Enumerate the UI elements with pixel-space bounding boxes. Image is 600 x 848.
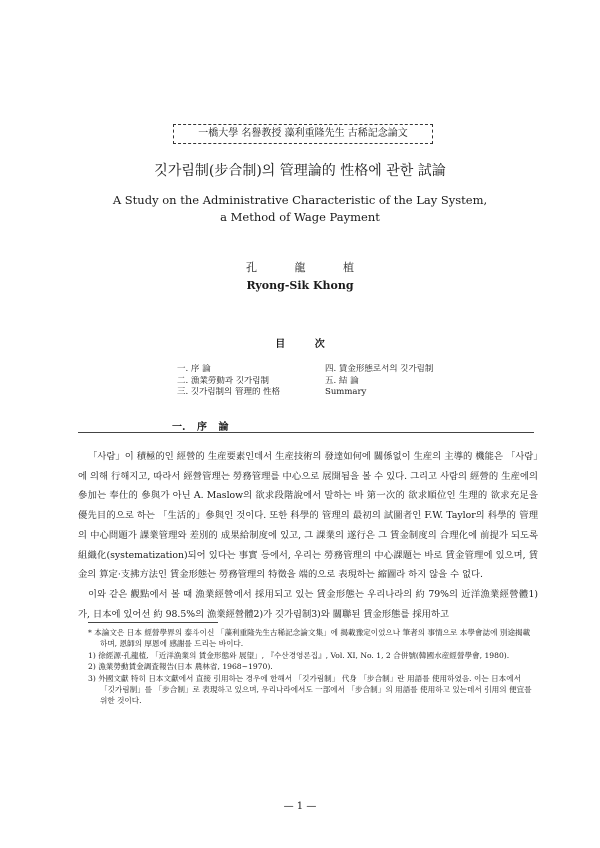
- footnotes: [88, 627, 532, 707]
- toc-item: Summary: [325, 387, 367, 397]
- footnote: 3) 外國文獻 特히 日本文獻에서 直接 引用하는 경우에 한해서 「깃가림制」 代身 「步合制」란 用語를 使用하였음. 이는 日本에서 「깃가림制」를 「步合制」로 表現하고 있으며, 우리나라에서도 一部에서 「步合制」의 用語를 使用하고 있는데서 引用의 便宜를 위한 것이다.: [88, 673, 532, 706]
- section-heading: 一. 序 論: [172, 422, 229, 433]
- korean-title: 깃가림制(步合制)의 管理論的 性格에 관한 試論: [154, 163, 446, 179]
- author-korean: 孔 龍 植: [246, 261, 354, 274]
- footnote: * 本論文은 日本 經營學界의 泰斗이신 「藻利重隆先生古稀記念論文集」에 揭載豫定이었으나 筆者의 事情으로 本學會誌에 別途揭載하며, 恩師의 厚恩에 感謝를 드리는 바이다.: [88, 628, 531, 649]
- body-paragraph: 「사람」이 積極的인 經營的 生産要素인데서 生産技術의 發達如何에 關係없이 生産의 主導的 機能은 「사람」에 의해 行해지고, 따라서 經營管理는 勞務管理를 中心으로 展開됨을 볼 수 있다. 그리고 사람의 經營的 生産에의 參加는 奉仕的 參與가 아닌 A. Maslow의 欲求段階說에서 말하는 바 第一次的 欲求順位인 生理的 欲求充足을 優先目的으로 하는 「生活的」參與인 것이다. 또한 科學的 管理의 最初의 試圖者인 F.W. Taylor의 科學的 管理의 中心問題가 課業管理와 差別的 成果給制度에 있고, 그 課業의 遂行은 그 賃金制度의 合理化에 前提가 되도록 組織化(systematization)되어 있다는 事實 등에서, 우리는 勞務管理의 中心課題는 바로 賃金管理에 있으며, 賃金의 算定·支拂方法인 賃金形態는 勞務管理의 特徵을 端的으로 表現하는 縮圖라 하지 않을 수 없다.: [78, 451, 538, 581]
- footnote-rule: [88, 622, 218, 623]
- footnote: 2) 漁業勞動賃金調査報告(日本 農林省, 1968~1970).: [88, 662, 273, 672]
- english-title-line1: A Study on the Administrative Characteristic of the Lay System,: [112, 193, 488, 207]
- english-title: [0, 192, 600, 226]
- toc-item: 一. 序 論: [177, 364, 211, 374]
- toc-column-left: [177, 364, 322, 399]
- body-text: [78, 447, 538, 624]
- section-rule: [78, 432, 534, 433]
- toc-item: 四. 賃金形態로서의 깃가림制: [325, 364, 434, 374]
- toc-column-right: [325, 364, 475, 399]
- footnote: 1) 徐經源·孔龍植, 「近洋漁業의 賃金形態와 展望」, 『수산경영론집』, Vol. XI, No. 1, 2 合併號(韓國水産經營學會, 1980).: [88, 650, 510, 660]
- toc-item: 五. 結 論: [325, 375, 359, 386]
- english-title-line2: a Method of Wage Payment: [220, 210, 380, 224]
- body-paragraph: 이와 같은 觀點에서 볼 때 漁業經營에서 採用되고 있는 賃金形態는 우리나라의 約 79%의 近洋漁業經營體1)가, 日本에 있어선 約 98.5%의 漁業經營體2)가 깃가림制3)와 關聯된 賃金形態를 採用하고: [78, 588, 538, 620]
- page-number: — 1 —: [283, 801, 317, 812]
- toc-item: 二. 漁業勞動과 깃가림制: [177, 375, 269, 386]
- author-english: Ryong-Sik Khong: [246, 279, 354, 292]
- toc-item: 三. 깃가림制의 管理的 性格: [177, 387, 281, 397]
- toc-heading: 目 次: [275, 339, 325, 350]
- dedication-banner: 一橋大學 名譽教授 藻利重隆先生 古稀記念論文: [173, 124, 433, 144]
